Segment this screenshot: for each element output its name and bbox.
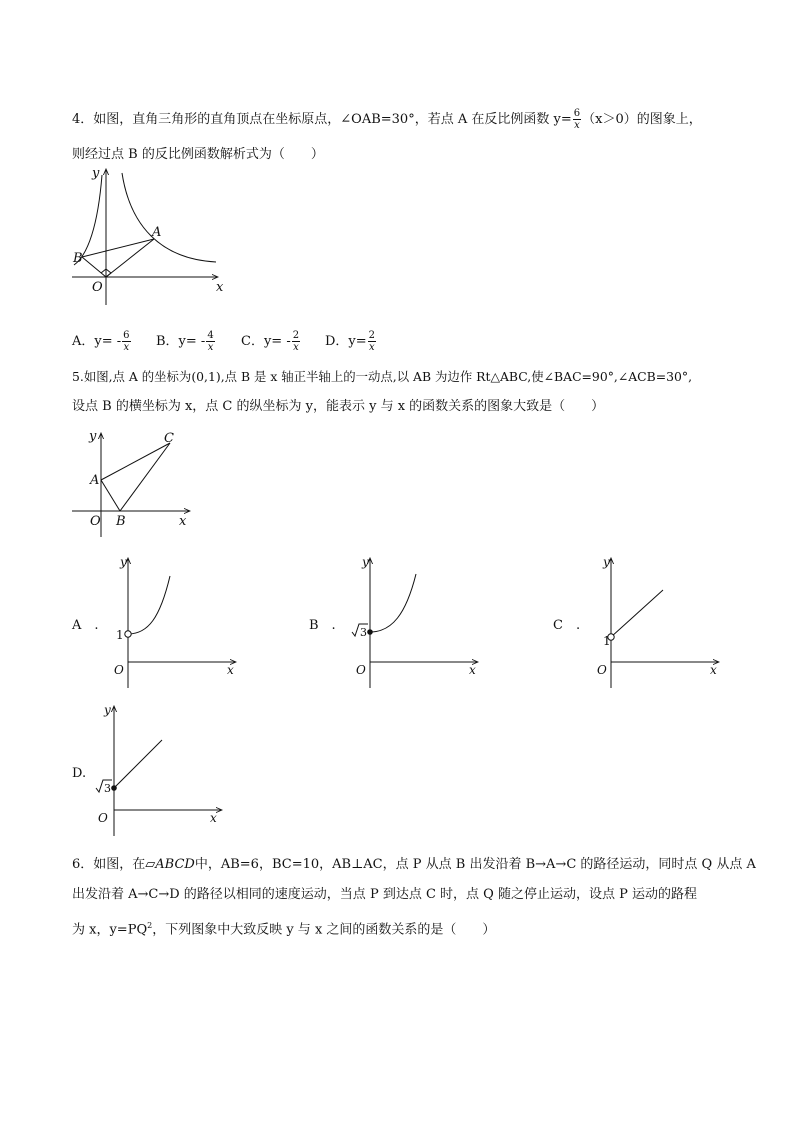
- q4-option-c-num: 2: [292, 330, 300, 341]
- q5-c-label-o: O: [597, 663, 607, 677]
- q4-option-a-den: x: [123, 342, 130, 353]
- q4-option-a[interactable]: [72, 330, 132, 353]
- q4-label-b: B: [73, 251, 83, 266]
- q6-superscript: 2: [147, 921, 153, 930]
- q4-label-o: O: [92, 280, 103, 295]
- q4-option-a-fraction: [122, 330, 130, 353]
- q4-option-d-den: x: [369, 342, 375, 353]
- q4-option-c-prefix: C．y= -: [241, 334, 291, 349]
- q4-label-x: x: [216, 280, 224, 295]
- q5-a-open-point: [125, 631, 131, 637]
- q5-line1: 5.如图,点 A 的坐标为(0,1),点 B 是 x 轴正半轴上的一动点,以 AB 为边作 Rt△ABC,使∠BAC=90°,∠ACB=30°,: [72, 369, 693, 384]
- q4-option-c[interactable]: [241, 330, 301, 353]
- q6-line3: [72, 918, 495, 938]
- q5-b-label-o: O: [356, 663, 366, 677]
- q5-a-label-x: x: [227, 663, 234, 677]
- q5-d-label-x: x: [210, 811, 217, 825]
- q5-b-closed-point: [367, 629, 373, 635]
- q4-label-a: A: [152, 225, 162, 240]
- q5-segment-ac: [101, 443, 170, 480]
- q5-c-label-x: x: [710, 663, 717, 677]
- q5-a-label-start: 1: [116, 628, 124, 642]
- q4-option-b-fraction: [206, 330, 214, 353]
- q4-option-c-fraction: [292, 330, 300, 353]
- q4-option-b-prefix: B．y= -: [156, 334, 206, 349]
- q6-parallelogram-label: ▱ABCD: [145, 857, 195, 872]
- q5-d-label-start: 3: [104, 782, 111, 795]
- q5-a-curve: [128, 576, 170, 634]
- q5-option-c-graph[interactable]: [591, 552, 731, 692]
- q6-line1-text-a: 6．如图，在: [72, 857, 146, 872]
- q5-label-x: x: [179, 514, 187, 529]
- q4-option-d-fraction: [368, 330, 376, 353]
- q5-label-b: B: [116, 514, 126, 529]
- q5-b-label-start: 3: [360, 626, 367, 639]
- q4-line1-text-b: （x＞0）的图象上，: [582, 112, 702, 127]
- q4-fraction-den: x: [574, 120, 580, 131]
- q5-option-d-graph[interactable]: [94, 700, 234, 840]
- q6-line1: [72, 857, 756, 873]
- q4-label-y: y: [92, 166, 100, 181]
- q5-label-o: O: [90, 514, 101, 529]
- q5-b-curve: [370, 574, 416, 632]
- q5-option-c-label[interactable]: C .: [553, 618, 581, 633]
- q4-option-d[interactable]: [325, 330, 377, 353]
- q5-d-closed-point: [111, 785, 117, 791]
- q6-line3-text-b: ，下列图象中大致反映 y 与 x 之间的函数关系的是（ ）: [152, 922, 496, 938]
- q5-segment-bc: [120, 443, 170, 511]
- q4-fraction-num: 6: [573, 108, 581, 119]
- q5-label-c: C: [164, 431, 174, 446]
- q4-option-a-prefix: A．y= -: [72, 334, 122, 349]
- q5-option-b-graph[interactable]: [350, 552, 490, 692]
- q4-line1: [72, 108, 702, 131]
- q4-option-c-den: x: [293, 342, 299, 353]
- q4-segment-ob: [82, 257, 106, 277]
- q5-b-label-y: y: [362, 555, 369, 569]
- q5-c-line: [611, 590, 663, 637]
- q4-option-d-num: 2: [368, 330, 376, 341]
- q5-b-label-x: x: [469, 663, 476, 677]
- q4-fraction: [573, 108, 581, 131]
- q4-line2: 则经过点 B 的反比例函数解析式为（ ）: [72, 147, 324, 162]
- q5-label-y: y: [89, 429, 97, 444]
- q6-line2: 出发沿着 A→C→D 的路径以相同的速度运动，当点 P 到达点 C 时，点 Q 随之停止运动，设点 P 运动的路程: [72, 887, 697, 902]
- q5-c-label-y: y: [603, 555, 610, 569]
- q5-option-b-label[interactable]: B .: [309, 618, 336, 633]
- q6-line3-text-a: 为 x，y=PQ: [72, 922, 148, 938]
- q4-figure: [70, 165, 230, 315]
- q5-d-line: [114, 740, 162, 788]
- q5-c-label-start: 1: [603, 634, 611, 648]
- q5-line2: 设点 B 的横坐标为 x，点 C 的纵坐标为 y，能表示 y 与 x 的函数关系的图象大致是（ ）: [72, 399, 605, 414]
- q5-segment-ab: [101, 480, 120, 511]
- q5-figure: [70, 425, 200, 540]
- q4-option-b[interactable]: [156, 330, 216, 353]
- q4-hyperbola-right: [122, 173, 216, 262]
- q4-option-b-num: 4: [207, 330, 214, 341]
- q5-option-d-label[interactable]: D.: [72, 766, 87, 781]
- q6-line1-text-b: 中，AB=6，BC=10，AB⊥AC，点 P 从点 B 出发沿着 B→A→C 的路径运动，同时点 Q 从点 A: [194, 857, 756, 872]
- q4-option-a-num: 6: [123, 330, 130, 341]
- q4-option-b-den: x: [207, 342, 214, 353]
- q5-a-label-y: y: [120, 555, 127, 569]
- q5-option-a-graph[interactable]: [108, 552, 248, 692]
- q4-option-d-prefix: D．y=: [325, 334, 367, 349]
- q5-option-a-label[interactable]: A .: [72, 618, 99, 633]
- q5-a-label-o: O: [114, 663, 124, 677]
- q5-d-label-y: y: [104, 703, 111, 717]
- q4-line1-text-a: 4．如图，直角三角形的直角顶点在坐标原点，∠OAB=30°，若点 A 在反比例函数 y=: [72, 112, 572, 127]
- q5-label-a: A: [90, 473, 100, 488]
- q5-d-label-o: O: [98, 811, 108, 825]
